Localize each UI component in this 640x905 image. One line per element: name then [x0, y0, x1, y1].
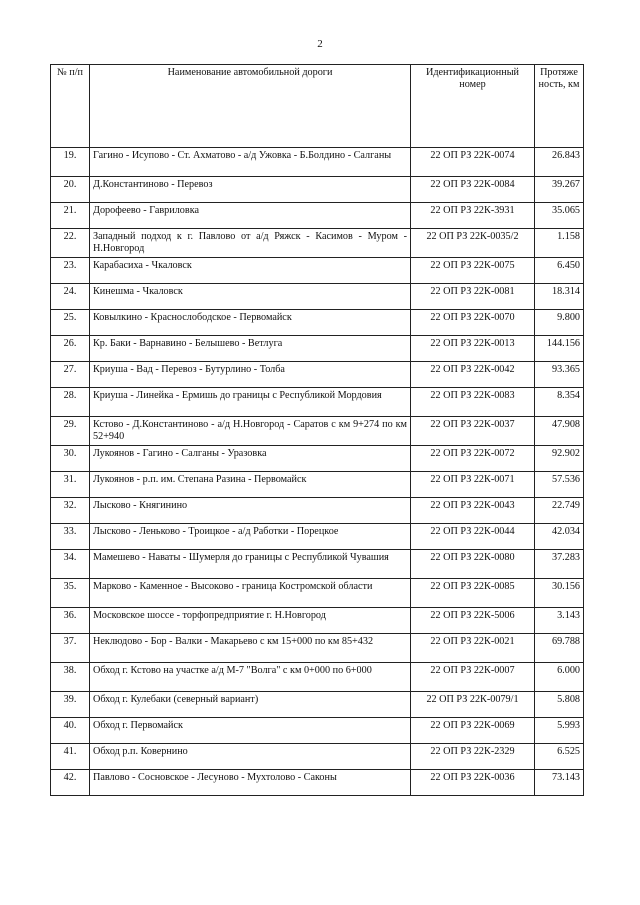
table-row: [51, 310, 584, 336]
table-row: [51, 634, 584, 663]
road-id: 22 ОП РЗ 22К-0035/2: [411, 229, 535, 258]
table-row: [51, 258, 584, 284]
table-row: [51, 608, 584, 634]
road-name: Дорофеево - Гавриловка: [90, 203, 411, 229]
road-name: Кр. Баки - Варнавино - Белышево - Ветлуга: [90, 336, 411, 362]
row-number: 28.: [51, 388, 90, 417]
row-number: 37.: [51, 634, 90, 663]
road-id: 22 ОП РЗ 22К-5006: [411, 608, 535, 634]
row-number: 26.: [51, 336, 90, 362]
row-number: 22.: [51, 229, 90, 258]
header-id: Идентификационный номер: [411, 65, 535, 148]
road-id: 22 ОП РЗ 22К-0080: [411, 550, 535, 579]
road-id: 22 ОП РЗ 22К-0013: [411, 336, 535, 362]
table-body: [51, 148, 584, 796]
road-length: 6.525: [535, 744, 584, 770]
row-number: 34.: [51, 550, 90, 579]
road-name: Лукоянов - Гагино - Салганы - Уразовка: [90, 446, 411, 472]
table-row: [51, 744, 584, 770]
table-row: [51, 203, 584, 229]
road-length: 57.536: [535, 472, 584, 498]
road-id: 22 ОП РЗ 22К-0085: [411, 579, 535, 608]
road-length: 30.156: [535, 579, 584, 608]
table-row: [51, 663, 584, 692]
row-number: 38.: [51, 663, 90, 692]
road-name: Неклюдово - Бор - Валки - Макарьево с км 15+000 по км 85+432: [90, 634, 411, 663]
header-name: Наименование автомобильной дороги: [90, 65, 411, 148]
table-row: [51, 388, 584, 417]
road-id: 22 ОП РЗ 22К-0083: [411, 388, 535, 417]
road-id: 22 ОП РЗ 22К-2329: [411, 744, 535, 770]
table-row: [51, 336, 584, 362]
roads-table: [50, 64, 584, 796]
road-name: Лысково - Леньково - Троицкое - а/д Работки - Порецкое: [90, 524, 411, 550]
header-num: № п/п: [51, 65, 90, 148]
road-id: 22 ОП РЗ 22К-3931: [411, 203, 535, 229]
table-row: [51, 229, 584, 258]
road-id: 22 ОП РЗ 22К-0036: [411, 770, 535, 796]
table-row: [51, 362, 584, 388]
road-id: 22 ОП РЗ 22К-0072: [411, 446, 535, 472]
road-id: 22 ОП РЗ 22К-0070: [411, 310, 535, 336]
table-row: [51, 177, 584, 203]
table-row: [51, 498, 584, 524]
row-number: 19.: [51, 148, 90, 177]
row-number: 42.: [51, 770, 90, 796]
table-row: [51, 446, 584, 472]
road-name: Криуша - Вад - Перевоз - Бутурлино - Толба: [90, 362, 411, 388]
road-name: Обход г. Первомайск: [90, 718, 411, 744]
road-length: 1.158: [535, 229, 584, 258]
row-number: 41.: [51, 744, 90, 770]
road-name: Криуша - Линейка - Ермишь до границы с Республикой Мордовия: [90, 388, 411, 417]
road-id: 22 ОП РЗ 22К-0079/1: [411, 692, 535, 718]
road-length: 144.156: [535, 336, 584, 362]
road-length: 69.788: [535, 634, 584, 663]
row-number: 27.: [51, 362, 90, 388]
row-number: 36.: [51, 608, 90, 634]
row-number: 30.: [51, 446, 90, 472]
header-length: Протяже ность, км: [535, 65, 584, 148]
road-length: 8.354: [535, 388, 584, 417]
table-row: [51, 472, 584, 498]
row-number: 40.: [51, 718, 90, 744]
table-row: [51, 579, 584, 608]
table-row: [51, 524, 584, 550]
road-name: Обход р.п. Ковернино: [90, 744, 411, 770]
road-length: 26.843: [535, 148, 584, 177]
road-length: 39.267: [535, 177, 584, 203]
road-name: Московское шоссе - торфопредприятие г. Н.Новгород: [90, 608, 411, 634]
road-length: 3.143: [535, 608, 584, 634]
road-length: 47.908: [535, 417, 584, 446]
road-length: 5.808: [535, 692, 584, 718]
road-length: 6.000: [535, 663, 584, 692]
road-length: 37.283: [535, 550, 584, 579]
road-id: 22 ОП РЗ 22К-0007: [411, 663, 535, 692]
road-name: Кинешма - Чкаловск: [90, 284, 411, 310]
table-row: [51, 284, 584, 310]
road-name: Обход г. Кулебаки (северный вариант): [90, 692, 411, 718]
road-length: 42.034: [535, 524, 584, 550]
row-number: 35.: [51, 579, 90, 608]
road-length: 9.800: [535, 310, 584, 336]
road-name: Павлово - Сосновское - Лесуново - Мухтолово - Саконы: [90, 770, 411, 796]
row-number: 23.: [51, 258, 90, 284]
road-name: Ковылкино - Краснослободское - Первомайск: [90, 310, 411, 336]
road-id: 22 ОП РЗ 22К-0081: [411, 284, 535, 310]
page-number: 2: [317, 38, 323, 50]
row-number: 32.: [51, 498, 90, 524]
road-id: 22 ОП РЗ 22К-0069: [411, 718, 535, 744]
road-id: 22 ОП РЗ 22К-0044: [411, 524, 535, 550]
road-id: 22 ОП РЗ 22К-0075: [411, 258, 535, 284]
road-name: Западный подход к г. Павлово от а/д Ряжск - Касимов - Муром - Н.Новгород: [90, 229, 411, 258]
row-number: 20.: [51, 177, 90, 203]
table-row: [51, 417, 584, 446]
road-id: 22 ОП РЗ 22К-0084: [411, 177, 535, 203]
table-row: [51, 550, 584, 579]
row-number: 33.: [51, 524, 90, 550]
row-number: 25.: [51, 310, 90, 336]
table-row: [51, 718, 584, 744]
road-id: 22 ОП РЗ 22К-0037: [411, 417, 535, 446]
road-name: Лукоянов - р.п. им. Степана Разина - Первомайск: [90, 472, 411, 498]
road-id: 22 ОП РЗ 22К-0042: [411, 362, 535, 388]
road-name: Обход г. Кстово на участке а/д М-7 "Волга" с км 0+000 по 6+000: [90, 663, 411, 692]
road-name: Мамешево - Наваты - Шумерля до границы с Республикой Чувашия: [90, 550, 411, 579]
table-row: [51, 692, 584, 718]
road-name: Д.Константиново - Перевоз: [90, 177, 411, 203]
road-name: Гагино - Исупово - Ст. Ахматово - а/д Ужовка - Б.Болдино - Салганы: [90, 148, 411, 177]
road-id: 22 ОП РЗ 22К-0071: [411, 472, 535, 498]
road-length: 22.749: [535, 498, 584, 524]
row-number: 29.: [51, 417, 90, 446]
road-name: Марково - Каменное - Высоково - граница Костромской области: [90, 579, 411, 608]
row-number: 39.: [51, 692, 90, 718]
road-length: 92.902: [535, 446, 584, 472]
road-name: Кстово - Д.Константиново - а/д Н.Новгород - Саратов с км 9+274 по км 52+940: [90, 417, 411, 446]
road-id: 22 ОП РЗ 22К-0074: [411, 148, 535, 177]
road-length: 35.065: [535, 203, 584, 229]
road-length: 18.314: [535, 284, 584, 310]
road-length: 93.365: [535, 362, 584, 388]
road-length: 5.993: [535, 718, 584, 744]
table-row: [51, 148, 584, 177]
road-id: 22 ОП РЗ 22К-0021: [411, 634, 535, 663]
table-row: [51, 770, 584, 796]
road-name: Лысково - Княгинино: [90, 498, 411, 524]
row-number: 24.: [51, 284, 90, 310]
road-length: 6.450: [535, 258, 584, 284]
road-id: 22 ОП РЗ 22К-0043: [411, 498, 535, 524]
road-length: 73.143: [535, 770, 584, 796]
table-header: [51, 65, 584, 148]
row-number: 31.: [51, 472, 90, 498]
road-name: Карабасиха - Чкаловск: [90, 258, 411, 284]
row-number: 21.: [51, 203, 90, 229]
